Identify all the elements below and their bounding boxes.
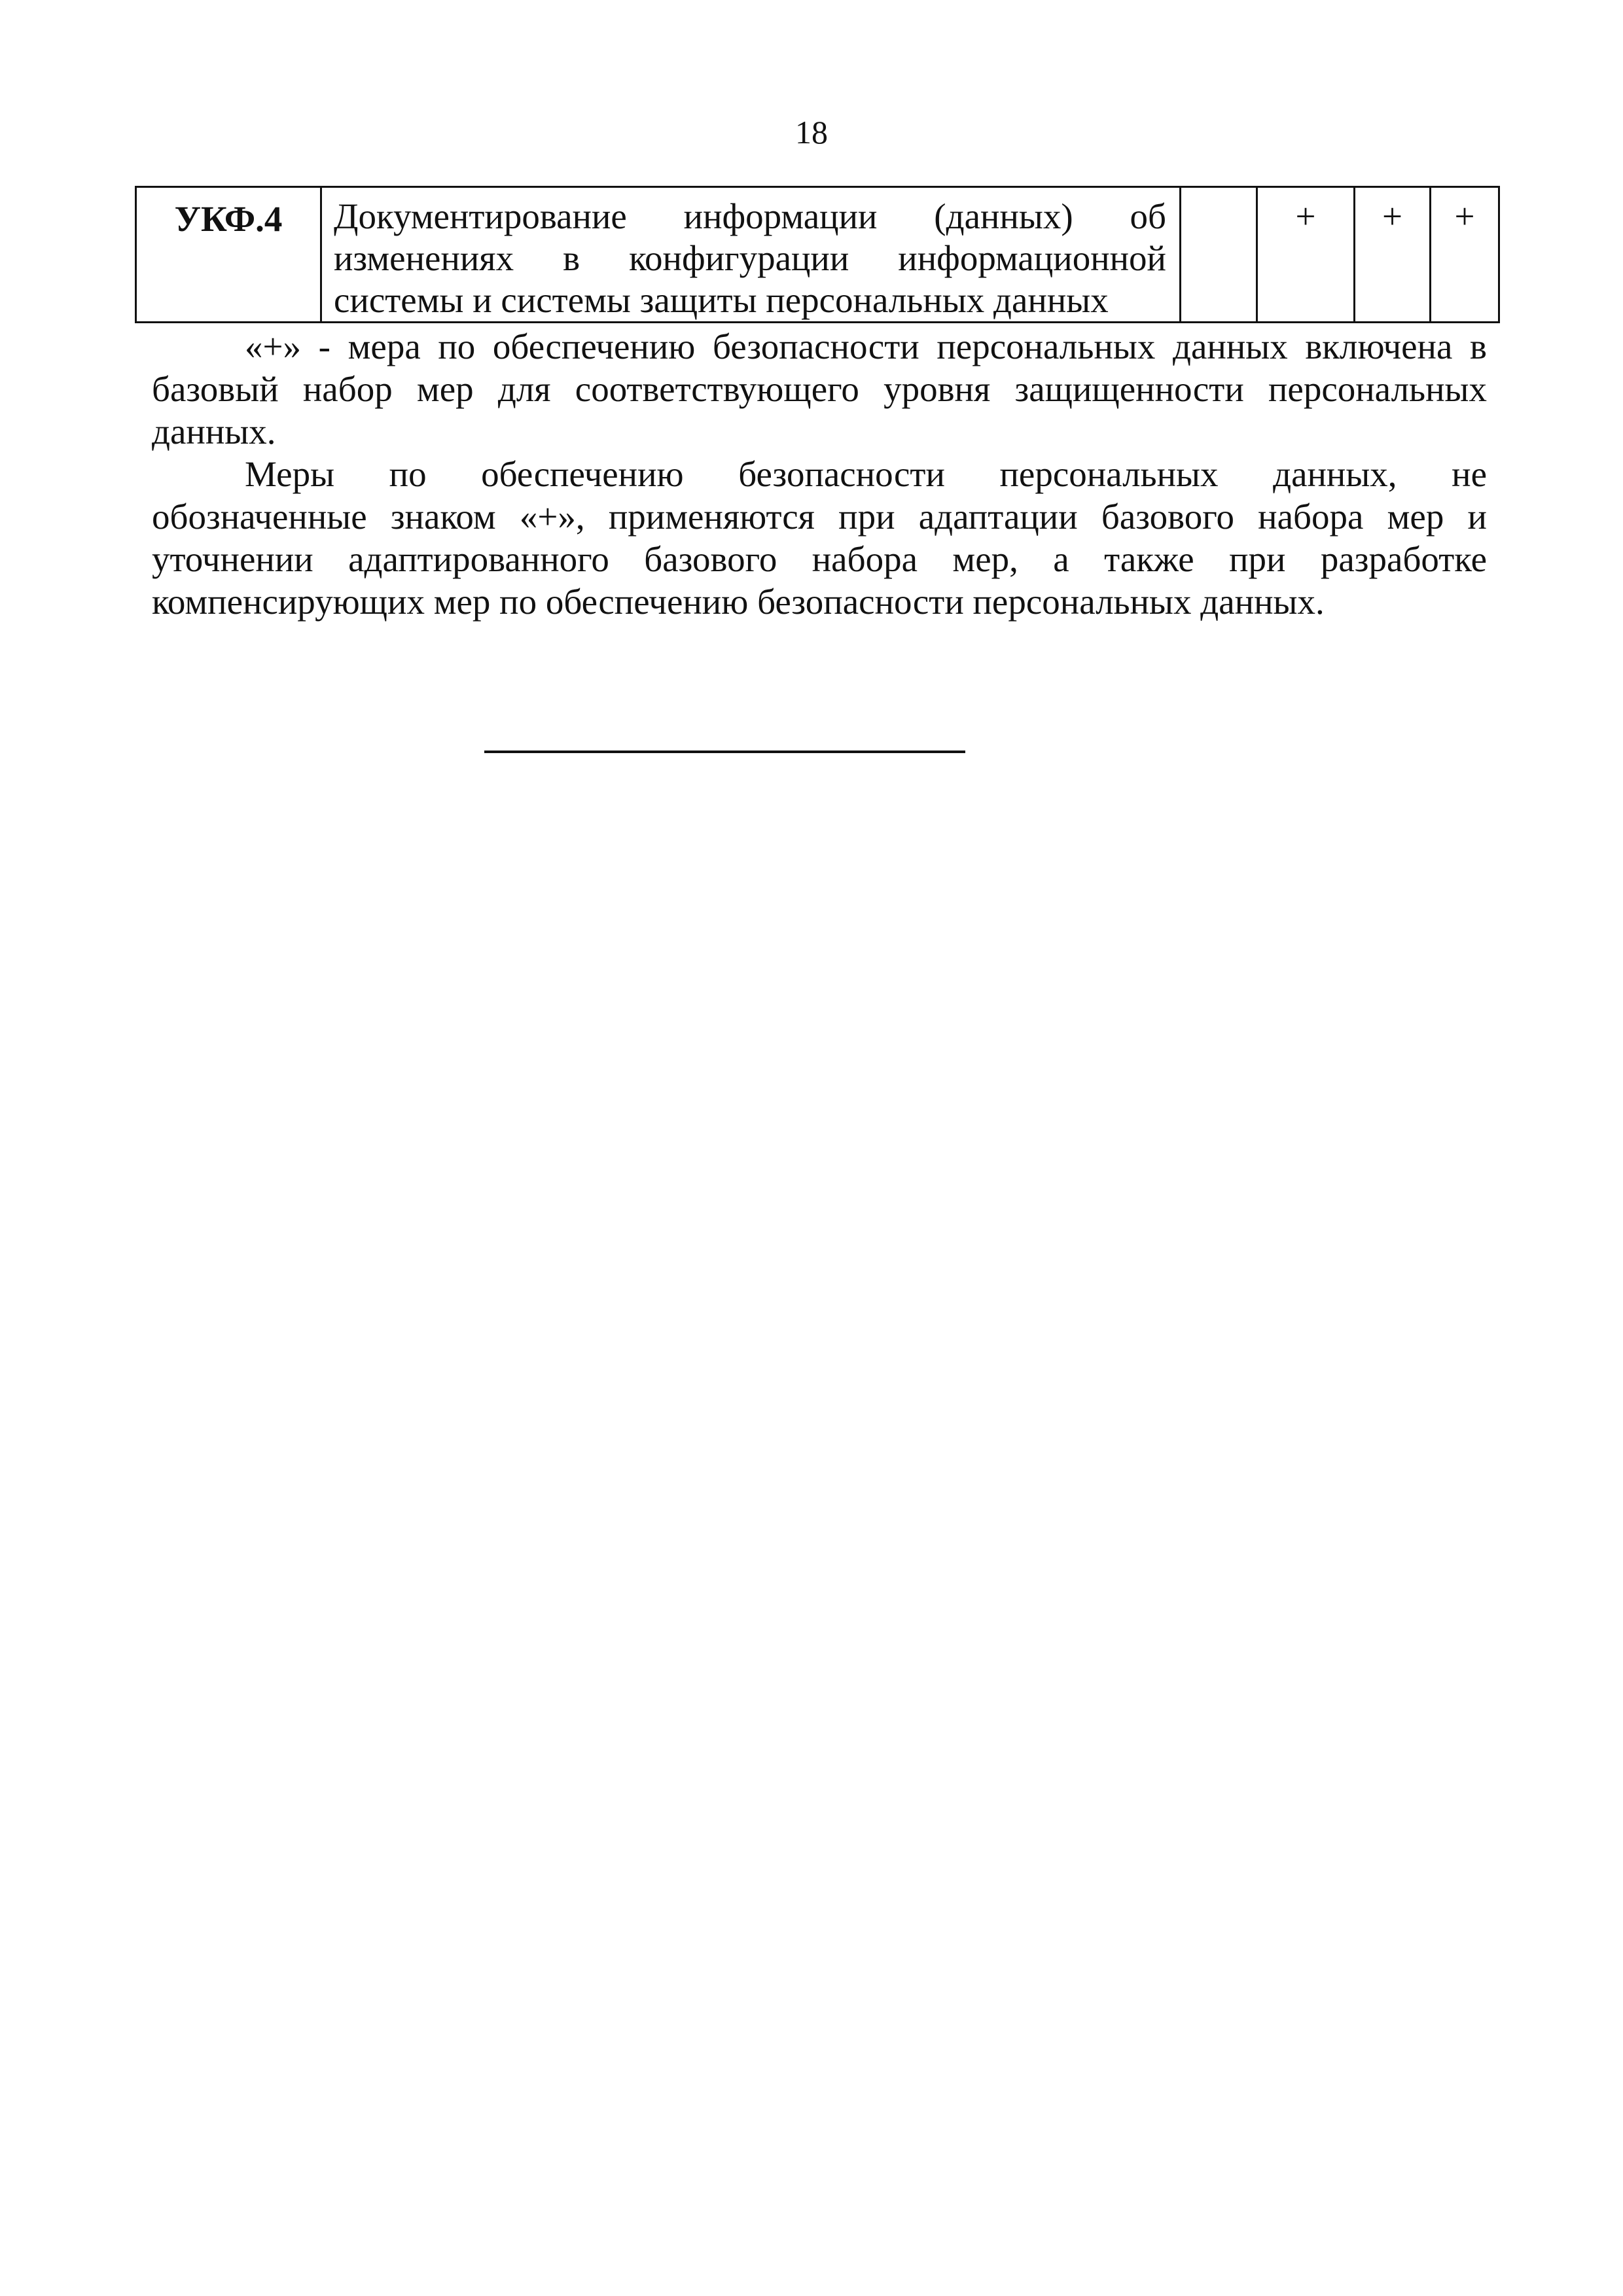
note-line: обозначенные знаком «+», применяются при адаптации базового набора мер и	[152, 497, 1487, 537]
level-2-cell: +	[1257, 187, 1355, 323]
note-line: уточнении адаптированного базового набора мер, а также при разработке	[152, 539, 1487, 579]
level-4-cell: +	[1431, 187, 1499, 323]
notes-section	[152, 325, 1487, 623]
description-line: Документирование информации (данных) об	[334, 196, 1166, 236]
note-line: Меры по обеспечению безопасности персональных данных, не	[245, 454, 1487, 494]
note-line: базовый набор мер для соответствующего уровня защищенности персональных	[152, 369, 1487, 409]
note-line: компенсирующих мер по обеспечению безопасности персональных данных.	[152, 582, 1325, 622]
table-row	[136, 187, 1499, 323]
note-line: «+» - мера по обеспечению безопасности персональных данных включена в	[245, 327, 1487, 366]
note-line: данных.	[152, 412, 276, 451]
measure-description-cell	[321, 187, 1181, 323]
end-of-document-rule	[484, 751, 965, 753]
measure-code: УКФ.4	[174, 199, 283, 239]
description-line: системы и системы защиты персональных данных	[334, 280, 1109, 320]
description-line: изменениях в конфигурации информационной	[334, 238, 1166, 278]
level-3-cell: +	[1355, 187, 1431, 323]
measure-code-cell	[136, 187, 321, 323]
measures-table	[135, 186, 1500, 323]
page-number: 18	[795, 114, 828, 150]
level-1-cell	[1181, 187, 1257, 323]
